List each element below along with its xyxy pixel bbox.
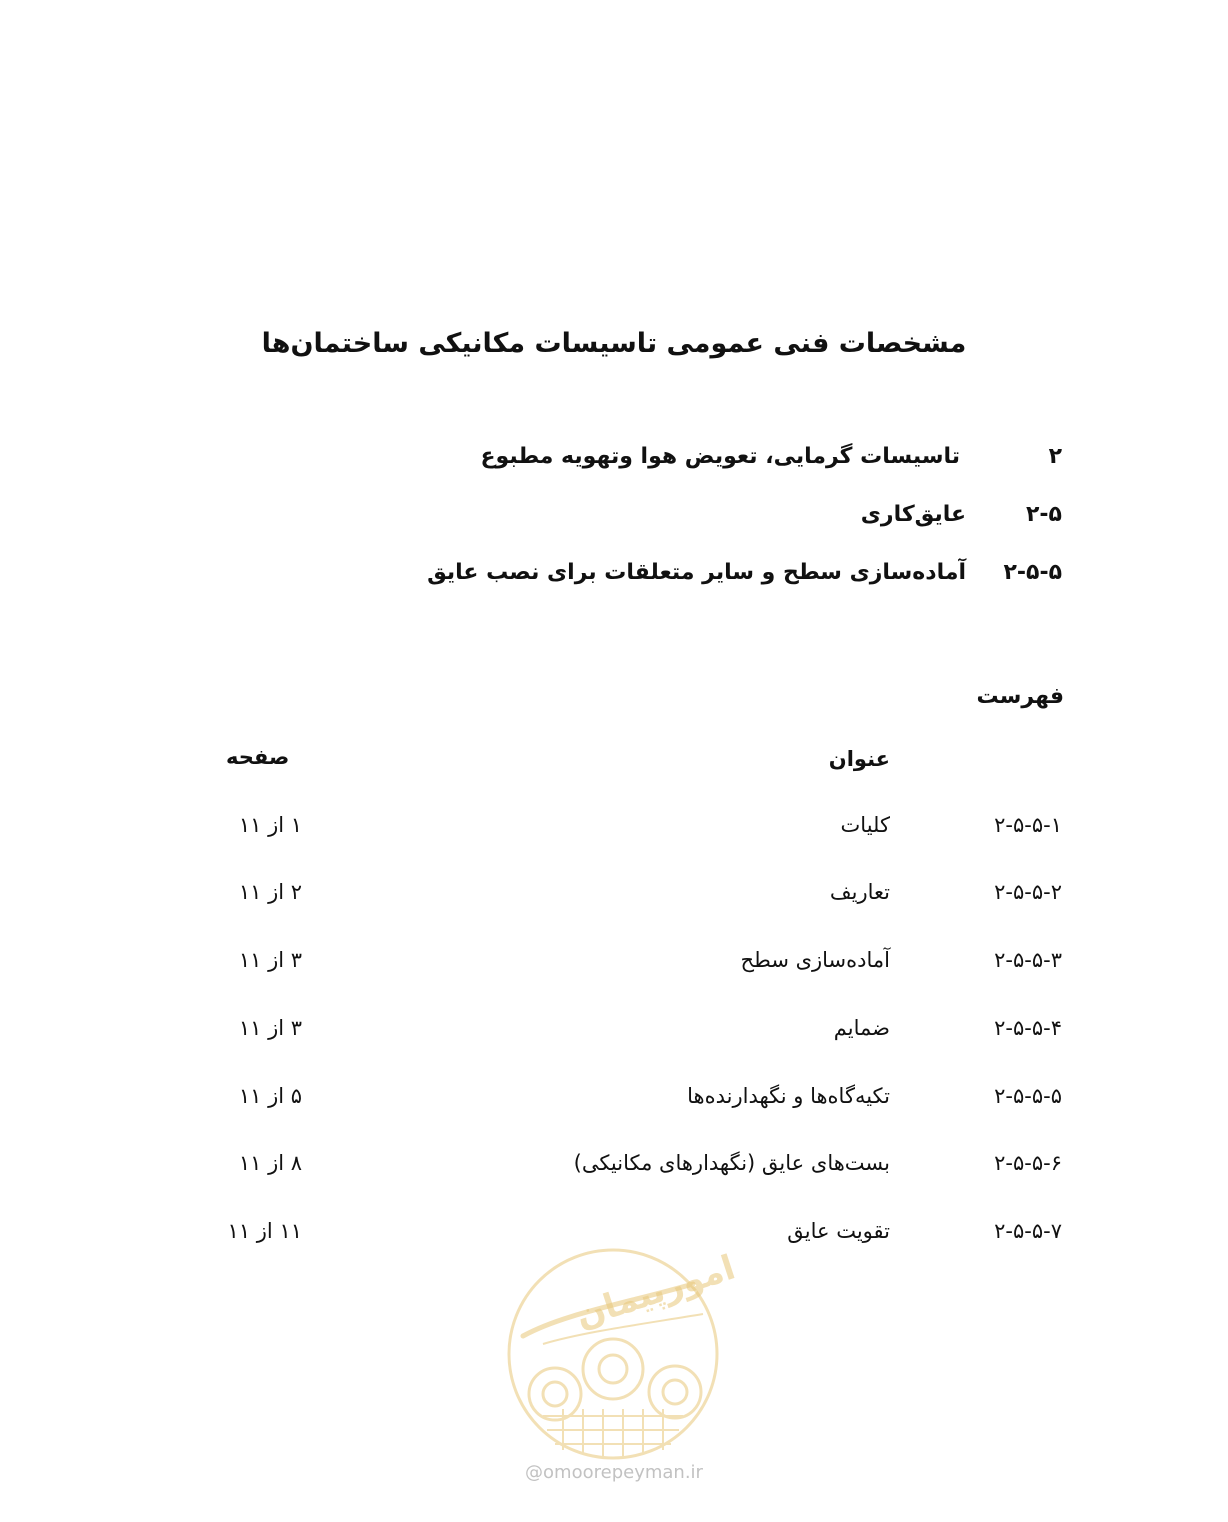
toc-entry-title: بست‌های عایق (نگهدارهای مکانیکی) <box>573 1151 890 1175</box>
toc-entry-title: تقویت عایق <box>787 1219 890 1243</box>
toc-entry-number: ۲-۵-۵-۱ <box>994 813 1062 837</box>
watermark-url: @omoorepeyman.ir <box>525 1462 703 1483</box>
toc-entry-title: کلیات <box>840 813 890 837</box>
heading-3-number: ۲-۵-۵ <box>1003 560 1062 585</box>
toc-entry-number: ۲-۵-۵-۷ <box>994 1219 1062 1243</box>
toc-entry-number: ۲-۵-۵-۶ <box>994 1151 1062 1175</box>
toc-entry-page: ۱۱ از ۱۱ <box>227 1219 302 1243</box>
toc-entry-page: ۲ از ۱۱ <box>238 880 302 904</box>
toc-entry-page: ۸ از ۱۱ <box>238 1151 302 1175</box>
toc-entry-page: ۵ از ۱۱ <box>238 1084 302 1108</box>
toc-entry-title: ضمایم <box>833 1016 890 1040</box>
toc-label: فهرست <box>976 684 1064 709</box>
toc-entry-title: تکیه‌گاه‌ها و نگهدارنده‌ها <box>687 1084 890 1108</box>
heading-3-text: آماده‌سازی سطح و سایر متعلقات برای نصب عایق <box>427 560 966 585</box>
heading-2-text: عایق‌کاری <box>860 502 966 527</box>
document-title: مشخصات فنی عمومی تاسیسات مکانیکی ساختمان‌ها <box>261 328 967 359</box>
toc-entry-title: تعاریف <box>829 880 890 904</box>
toc-entry-page: ۱ از ۱۱ <box>238 813 302 837</box>
watermark-logo-text: امورپیمان <box>570 1247 740 1337</box>
toc-col-page: صفحه <box>226 745 290 769</box>
toc-entry-number: ۲-۵-۵-۵ <box>994 1084 1062 1108</box>
toc-entry-number: ۲-۵-۵-۴ <box>994 1016 1062 1040</box>
heading-1-number: ۲ <box>1048 444 1062 469</box>
watermark-logo <box>503 1244 740 1464</box>
toc-entry-title: آماده‌سازی سطح <box>740 948 890 972</box>
toc-entry-number: ۲-۵-۵-۲ <box>994 880 1062 904</box>
toc-col-title: عنوان <box>828 747 890 771</box>
toc-entry-number: ۲-۵-۵-۳ <box>994 948 1062 972</box>
heading-2-number: ۲-۵ <box>1026 502 1062 527</box>
toc-entry-page: ۳ از ۱۱ <box>238 1016 302 1040</box>
toc-entry-page: ۳ از ۱۱ <box>238 948 302 972</box>
heading-1-text: تاسیسات گرمایی، تعویض هوا وتهویه مطبوع <box>480 444 960 469</box>
